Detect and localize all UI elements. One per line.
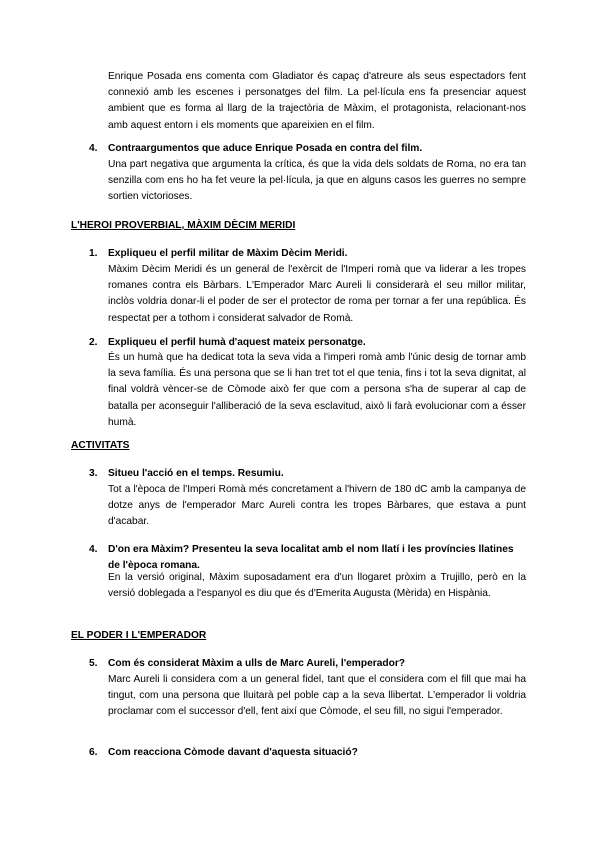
question-title-reacciona: Com reacciona Còmode davant d'aquesta situació? bbox=[108, 747, 358, 758]
question-number: 1. bbox=[89, 248, 98, 259]
question-number: 4. bbox=[89, 143, 98, 154]
question-number: 3. bbox=[89, 468, 98, 479]
question-number: 4. bbox=[89, 544, 98, 555]
answer-don-era: En la versió original, Màxim suposadament era d'un llogaret pròxim a Trujillo, però en la versió doblegada a l'espanyol es diu que és d'Emerita Augusta (Mèrida) en Hispània. bbox=[108, 572, 526, 600]
answer-situeu: Tot a l'època de l'Imperi Romà més concretament a l'hivern de 180 dC amb la campanya de dotze anys de l'emperador Marc Aureli contra les tropes Bàrbares, que estava a punt d'acabar. bbox=[108, 484, 526, 528]
question-title-perfil-huma: Expliqueu el perfil humà d'aquest mateix personatge. bbox=[108, 337, 366, 348]
question-title-contraargumentos: Contraargumentos que aduce Enrique Posada en contra del film. bbox=[108, 143, 423, 154]
question-title-don-era: D'on era Màxim? Presenteu la seva localitat amb el nom llatí i les províncies llatines de l'època romana. bbox=[108, 544, 514, 571]
section-heading-heroi: L'HEROI PROVERBIAL, MÀXIM DÈCIM MERIDI bbox=[71, 220, 296, 231]
answer-perfil-militar: Màxim Dècim Meridi és un general de l'exèrcit de l'Imperi romà que va liderar a les tropes romanes contra els Bàrbars. L'Emperador Marc Aureli li considerarà el seu millor militar, inclòs voldria donar-li el poder de ser el protector de roma per tornar a fer una república. És respectat per a tothom i considerat salvador de Romà. bbox=[108, 264, 526, 324]
intro-paragraph: Enrique Posada ens comenta com Gladiator és capaç d'atreure als seus espectadors fent connexió amb les escenes i personatges del film. La pel·lícula ens fa presenciar aquest ambient que es forma al llarg de la trajectòria de Màxim, el protagonista, relacionant-nos amb aquest entorn i els moments que apareixien en el film. bbox=[108, 71, 526, 131]
section-heading-activitats: ACTIVITATS bbox=[71, 440, 130, 451]
question-number: 2. bbox=[89, 337, 98, 348]
answer-perfil-huma: És un humà que ha dedicat tota la seva vida a l'imperi romà amb l'únic desig de tornar amb la seva família. És una persona que se li han tret tot el que tenia, fins i tot la seva dignitat, al final voldrà vèncer-se de Còmode això fer que com a persona s'ha de superar al cap de batalla per aconseguir l'alliberació de la seva esclavitud, això li farà evolucionar com a ésser humà. bbox=[108, 352, 526, 428]
question-number: 5. bbox=[89, 658, 98, 669]
answer-contraargumentos: Una part negativa que argumenta la crítica, és que la vida dels soldats de Roma, no era tan senzilla com ens ho ha fet veure la pel·lícula, ja que en alguns casos les guerres no sempre sortien victorioses. bbox=[108, 159, 526, 203]
question-number: 6. bbox=[89, 747, 98, 758]
question-title-situeu: Situeu l'acció en el temps. Resumiu. bbox=[108, 468, 284, 479]
question-title-considerat: Com és considerat Màxim a ulls de Marc Aureli, l'emperador? bbox=[108, 658, 406, 669]
answer-considerat: Marc Aureli li considera com a un general fidel, tant que el considera com el fill que mai ha tingut, com una persona que lluitarà pel poble cap a la seva llibertat. L'emperador li voldria proclamar com el successor d'ell, fent així que Còmode, el seu fill, no sigui l'emperador. bbox=[108, 674, 526, 718]
section-heading-poder: EL PODER I L'EMPERADOR bbox=[71, 630, 207, 641]
question-title-perfil-militar: Expliqueu el perfil militar de Màxim Dècim Meridi. bbox=[108, 248, 348, 259]
